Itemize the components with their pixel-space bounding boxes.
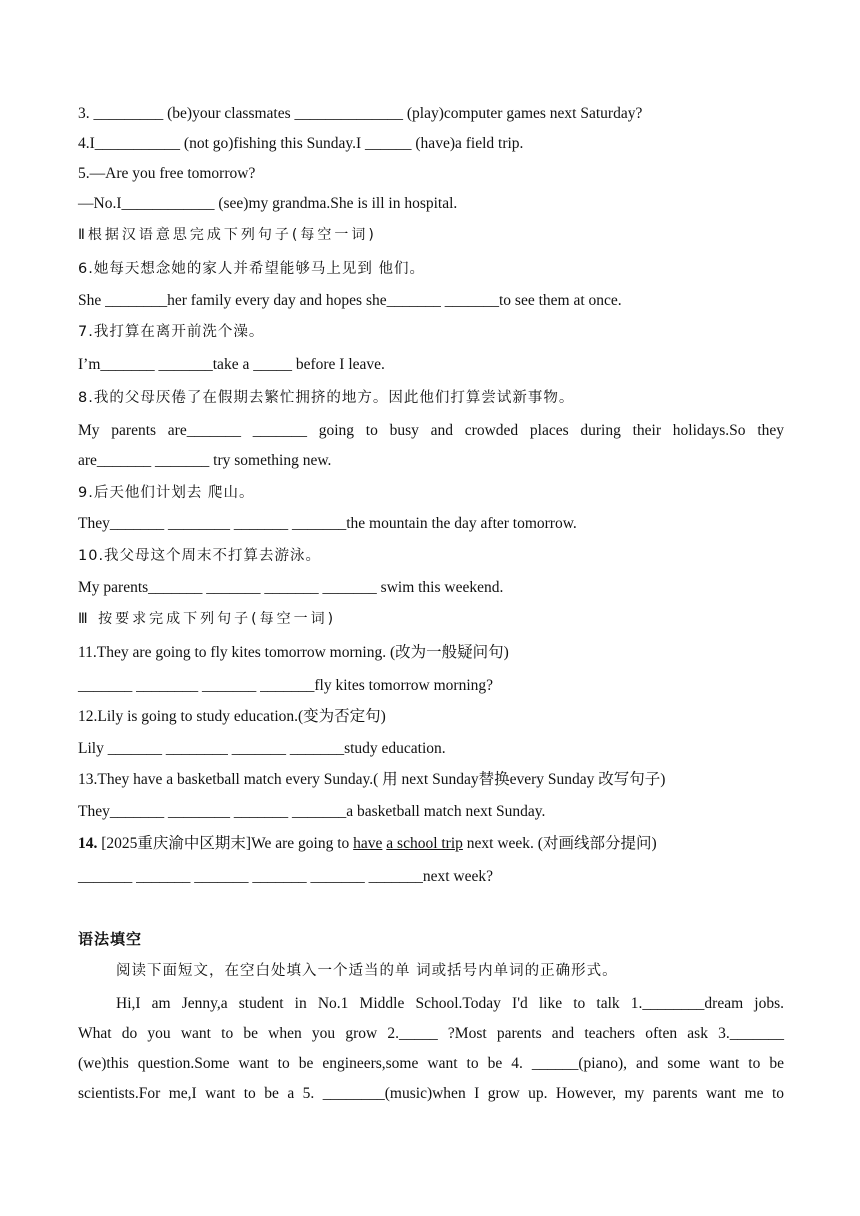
question-5-answer: —No.I____________ (see)my grandma.She is ill in hospital. <box>78 195 458 212</box>
question-8-chinese: 8.我的父母厌倦了在假期去繁忙拥挤的地方。因此他们打算尝试新事物。 <box>78 390 575 406</box>
question-11-prompt: 11.They are going to fly kites tomorrow morning. (改为一般疑问句) <box>78 644 509 661</box>
question-11-answer: _______ ________ _______ _______fly kites tomorrow morning? <box>78 677 494 694</box>
question-14-text-post: next week. (对画线部分提问) <box>462 835 657 852</box>
question-14-underlined-have: have <box>353 835 383 852</box>
question-6-english: She ________her family every day and hopes she_______ _______to see them at once. <box>78 292 622 309</box>
question-13-answer: They_______ ________ _______ _______a basketball match next Sunday. <box>78 803 546 820</box>
question-8-english-line2: are_______ _______ try something new. <box>78 452 332 469</box>
question-4: 4.I___________ (not go)fishing this Sunday.I ______ (have)a field trip. <box>78 135 524 152</box>
question-5-prompt: 5.—Are you free tomorrow? <box>78 165 256 182</box>
question-8-english-line1: My parents are_______ _______ going to busy and crowded places during their holidays.So they <box>78 422 784 439</box>
question-9-english: They_______ ________ _______ _______the mountain the day after tomorrow. <box>78 515 577 532</box>
question-7-english: I’m_______ _______take a _____ before I leave. <box>78 356 385 373</box>
passage-line-2: What do you want to be when you grow 2._____ ?Most parents and teachers often ask 3._______ <box>78 1025 784 1042</box>
question-10-chinese: 10.我父母这个周末不打算去游泳。 <box>78 548 322 564</box>
question-14-number: 14. <box>78 835 98 852</box>
passage-line-3: (we)this question.Some want to be engineers,some want to be 4. ______(piano), and some want to be <box>78 1055 784 1072</box>
question-7-chinese: 7.我打算在离开前洗个澡。 <box>78 324 265 340</box>
passage-line-1: Hi,I am Jenny,a student in No.1 Middle School.Today I'd like to talk 1.________dream jobs. <box>116 995 784 1012</box>
question-14-underlined-trip: a school trip <box>386 835 463 852</box>
question-14-answer: _______ _______ _______ _______ _______ _______next week? <box>78 868 494 885</box>
grammar-instructions: 阅读下面短文，在空白处填入一个适当的单 词或括号内单词的正确形式。 <box>116 963 618 979</box>
question-3: 3. _________ (be)your classmates ______________ (play)computer games next Saturday? <box>78 105 643 122</box>
section-3-heading: Ⅲ 按要求完成下列句子(每空一词) <box>78 611 337 627</box>
question-12-prompt: 12.Lily is going to study education.(变为否定句) <box>78 708 386 725</box>
question-14-text-pre: [2025重庆渝中区期末]We are going to <box>97 835 354 852</box>
question-6-chinese: 6.她每天想念她的家人并希望能够马上见到 他们。 <box>78 261 425 277</box>
question-14-prompt <box>78 834 784 854</box>
passage-line-4: scientists.For me,I want to be a 5. ________(music)when I grow up. However, my parents want me to <box>78 1085 784 1102</box>
question-9-chinese: 9.后天他们计划去 爬山。 <box>78 485 255 501</box>
section-2-heading: Ⅱ根据汉语意思完成下列句子(每空一词) <box>78 227 377 243</box>
question-12-answer: Lily _______ ________ _______ _______study education. <box>78 740 446 757</box>
question-10-english: My parents_______ _______ _______ _______ swim this weekend. <box>78 579 504 596</box>
grammar-section-title: 语法填空 <box>78 930 143 948</box>
question-13-prompt: 13.They have a basketball match every Sunday.( 用 next Sunday替换every Sunday 改写句子) <box>78 771 666 788</box>
